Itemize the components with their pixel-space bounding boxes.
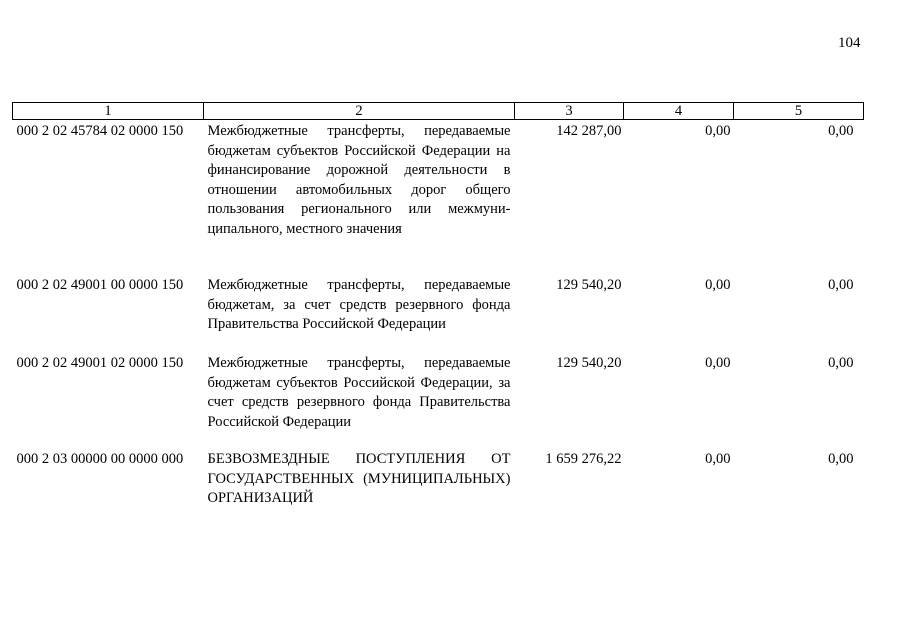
value-col-5: 0,00 <box>828 123 854 139</box>
value-col-5: 0,00 <box>828 451 854 467</box>
header-row <box>13 103 864 120</box>
budget-table <box>12 102 864 530</box>
row-description: Межбюджетные трансферты, передаваемые бюджетам, за счет средств резервного фонда Правительства Российской Федерации <box>207 277 511 332</box>
table-row <box>13 276 864 354</box>
table-header <box>13 103 864 120</box>
header-col-1: 1 <box>13 103 204 120</box>
value-col-3: 1 659 276,22 <box>545 451 622 467</box>
value-col-3: 129 540,20 <box>556 277 622 293</box>
budget-code: 000 2 02 45784 02 0000 150 <box>16 123 184 139</box>
header-col-5: 5 <box>734 103 864 120</box>
page-number: 104 <box>838 35 861 51</box>
value-col-3: 142 287,00 <box>556 123 622 139</box>
budget-code: 000 2 02 49001 00 0000 150 <box>16 277 184 293</box>
value-col-5: 0,00 <box>828 277 854 293</box>
table-row <box>13 450 864 530</box>
value-col-3: 129 540,20 <box>556 355 622 371</box>
row-description: Межбюджетные трансферты, передаваемые бюджетам субъектов Российской Федерации, за счет средств резервного фонда Правительства Российской Федерации <box>207 355 511 430</box>
header-col-4: 4 <box>624 103 734 120</box>
value-col-4: 0,00 <box>705 451 731 467</box>
row-description: БЕЗВОЗМЕЗДНЫЕ ПОСТУПЛЕНИЯ ОТ ГОСУДАРСТВЕННЫХ (МУНИЦИПАЛЬНЫХ) ОРГАНИЗАЦИЙ <box>207 451 511 506</box>
budget-code: 000 2 03 00000 00 0000 000 <box>16 451 184 467</box>
value-col-4: 0,00 <box>705 355 731 371</box>
row-description: Межбюджетные трансферты, передаваемые бюджетам субъектов Российской Федерации на финансирование дорожной деятельности в отношении автомобильных дорог общего пользования регионального или межмуниципального, местного значения <box>207 123 511 237</box>
table-row <box>13 354 864 450</box>
table-row <box>13 120 864 277</box>
header-col-3: 3 <box>515 103 624 120</box>
value-col-5: 0,00 <box>828 355 854 371</box>
value-col-4: 0,00 <box>705 277 731 293</box>
header-col-2: 2 <box>204 103 515 120</box>
value-col-4: 0,00 <box>705 123 731 139</box>
budget-code: 000 2 02 49001 02 0000 150 <box>16 355 184 371</box>
table-body <box>13 120 864 531</box>
